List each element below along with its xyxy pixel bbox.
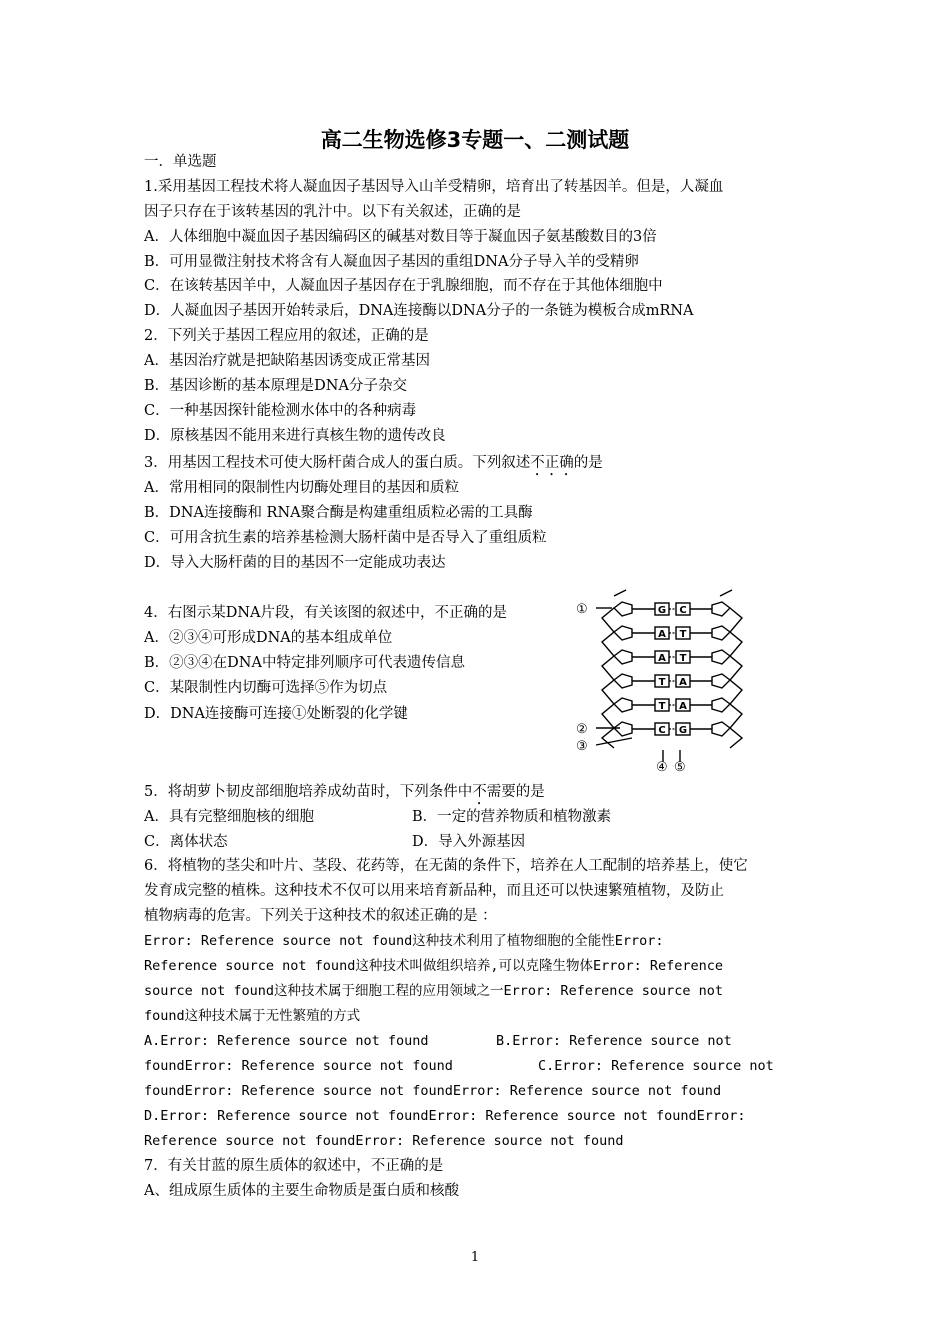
q1-option-b: B．可用显微注射技术将含有人凝血因子基因的重组DNA分子导入羊的受精卵 xyxy=(144,254,639,270)
q6-option-b-cont: foundError: Reference source not found xyxy=(144,1058,453,1074)
base-left: A xyxy=(658,629,666,640)
q6-option-d-cont: Reference source not foundError: Reference source not found xyxy=(144,1133,624,1149)
sugar-right xyxy=(712,626,730,640)
label-3: ③ xyxy=(576,739,588,754)
base-left: C xyxy=(658,725,666,736)
base-right: C xyxy=(679,605,687,616)
sugar-right xyxy=(712,650,730,664)
q5-option-b: B．一定的营养物质和植物激素 xyxy=(412,809,612,825)
base-right: T xyxy=(679,653,687,664)
q3-stem-text: 3．用基因工程技术可使大肠杆菌合成人的蛋白质。下列叙述 xyxy=(144,455,531,471)
label-1: ① xyxy=(576,602,588,617)
base-left: T xyxy=(658,677,666,688)
label-2: ② xyxy=(576,722,588,737)
q5-stem-text: 5．将胡萝卜韧皮部细胞培养成幼苗时，下列条件中 xyxy=(144,784,473,800)
q6-option-c: C.Error: Reference source not xyxy=(538,1058,774,1074)
q6-statement-line1: Error: Reference source not found这种技术利用了植物细胞的全能性Error: xyxy=(144,933,664,949)
q4-option-b: B．②③④在DNA中特定排列顺序可代表遗传信息 xyxy=(144,655,465,671)
label-4: ④ xyxy=(656,760,668,773)
q5-option-a: A．具有完整细胞核的细胞 xyxy=(144,809,314,825)
q5-stem-emphasis: 不 xyxy=(472,784,487,800)
q2-stem: 2．下列关于基因工程应用的叙述，正确的是 xyxy=(144,328,429,344)
q5-option-d: D．导入外源基因 xyxy=(412,834,526,850)
q3-stem-tail: 的是 xyxy=(573,455,603,471)
q6-stem-line3: 植物病毒的危害。下列关于这种技术的叙述正确的是 ： xyxy=(144,908,497,924)
q6-statement-line3: source not found这种技术属于细胞工程的应用领域之一Error: Reference source not xyxy=(144,983,723,999)
sugar-right xyxy=(712,674,730,688)
base-left: G xyxy=(657,605,667,616)
q3-stem-emphasis: 不正确 xyxy=(530,455,574,471)
q7-option-a: A、组成原生质体的主要生命物质是蛋白质和核酸 xyxy=(144,1183,459,1199)
q6-stem-line2: 发育成完整的植株。这种技术不仅可以用来培育新品种，而且还可以快速繁殖植物，及防止 xyxy=(144,883,724,899)
q7-stem: 7．有关甘蓝的原生质体的叙述中，不正确的是 xyxy=(144,1158,444,1174)
q1-option-d: D．人凝血因子基因开始转录后，DNA连接酶以DNA分子的一条链为模板合成mRNA xyxy=(144,303,694,319)
q3-option-a: A．常用相同的限制性内切酶处理目的基因和质粒 xyxy=(144,480,459,496)
label-5: ⑤ xyxy=(674,760,686,773)
q3-option-d: D．导入大肠杆菌的目的基因不一定能成功表达 xyxy=(144,555,446,571)
q6-option-c-cont: foundError: Reference source not foundError: Reference source not found xyxy=(144,1083,722,1099)
base-right: T xyxy=(679,629,687,640)
sugar-left xyxy=(614,602,632,616)
q2-option-c: C．一种基因探针能检测水体中的各种病毒 xyxy=(144,403,417,419)
q6-option-d: D.Error: Reference source not foundError: Reference source not foundError: xyxy=(144,1108,746,1124)
q6-option-b: B.Error: Reference source not xyxy=(496,1033,732,1049)
sugar-left xyxy=(614,650,632,664)
base-left: T xyxy=(658,701,666,712)
base-right: A xyxy=(679,701,687,712)
q6-statement-line2: Reference source not found这种技术叫做组织培养,可以克隆生物体Error: Reference xyxy=(144,958,723,974)
q1-stem-line2: 因子只存在于该转基因的乳汁中。以下有关叙述，正确的是 xyxy=(144,204,521,220)
sugar-left xyxy=(614,722,632,736)
q5-option-c: C．离体状态 xyxy=(144,834,228,850)
sugar-left xyxy=(614,674,632,688)
sugar-right xyxy=(712,722,730,736)
q3-stem xyxy=(144,453,603,479)
dna-fragment-figure xyxy=(570,588,770,773)
section-heading: 一．单选题 xyxy=(144,154,217,170)
sugar-left xyxy=(614,698,632,712)
q3-option-c: C．可用含抗生素的培养基检测大肠杆菌中是否导入了重组质粒 xyxy=(144,530,547,546)
q4-option-c: C．某限制性内切酶可选择⑤作为切点 xyxy=(144,680,388,696)
sugar-right xyxy=(712,698,730,712)
q2-option-d: D．原核基因不能用来进行真核生物的遗传改良 xyxy=(144,428,446,444)
q5-stem-tail: 需要的是 xyxy=(486,784,545,800)
q1-stem-line1: 1.采用基因工程技术将人凝血因子基因导入山羊受精卵，培育出了转基因羊。但是，人凝血 xyxy=(144,179,724,195)
page-number: 1 xyxy=(470,1250,480,1265)
q5-stem xyxy=(144,782,545,808)
q1-option-c: C．在该转基因羊中，人凝血因子基因存在于乳腺细胞，而不存在于其他体细胞中 xyxy=(144,278,663,294)
q1-option-a: A．人体细胞中凝血因子基因编码区的碱基对数目等于凝血因子氨基酸数目的3倍 xyxy=(144,229,657,245)
sugar-left xyxy=(614,626,632,640)
q2-option-b: B．基因诊断的基本原理是DNA分子杂交 xyxy=(144,378,407,394)
base-left: A xyxy=(658,653,666,664)
q3-option-b: B．DNA连接酶和 RNA聚合酶是构建重组质粒必需的工具酶 xyxy=(144,505,533,521)
q2-option-a: A．基因治疗就是把缺陷基因诱变成正常基因 xyxy=(144,353,430,369)
base-right: G xyxy=(678,725,688,736)
q4-stem: 4．右图示某DNA片段，有关该图的叙述中，不正确的是 xyxy=(144,605,508,621)
q6-statement-line4: found这种技术属于无性繁殖的方式 xyxy=(144,1008,361,1024)
q6-stem-line1: 6．将植物的茎尖和叶片、茎段、花药等，在无菌的条件下，培养在人工配制的培养基上，使它 xyxy=(144,858,748,874)
base-right: A xyxy=(679,677,687,688)
sugar-right xyxy=(712,602,730,616)
q4-option-d: D．DNA连接酶可连接①处断裂的化学键 xyxy=(144,706,408,722)
q4-option-a: A．②③④可形成DNA的基本组成单位 xyxy=(144,630,393,646)
page-title: 高二生物选修3专题一、二测试题 xyxy=(320,128,630,152)
q6-option-a: A.Error: Reference source not found xyxy=(144,1033,429,1049)
